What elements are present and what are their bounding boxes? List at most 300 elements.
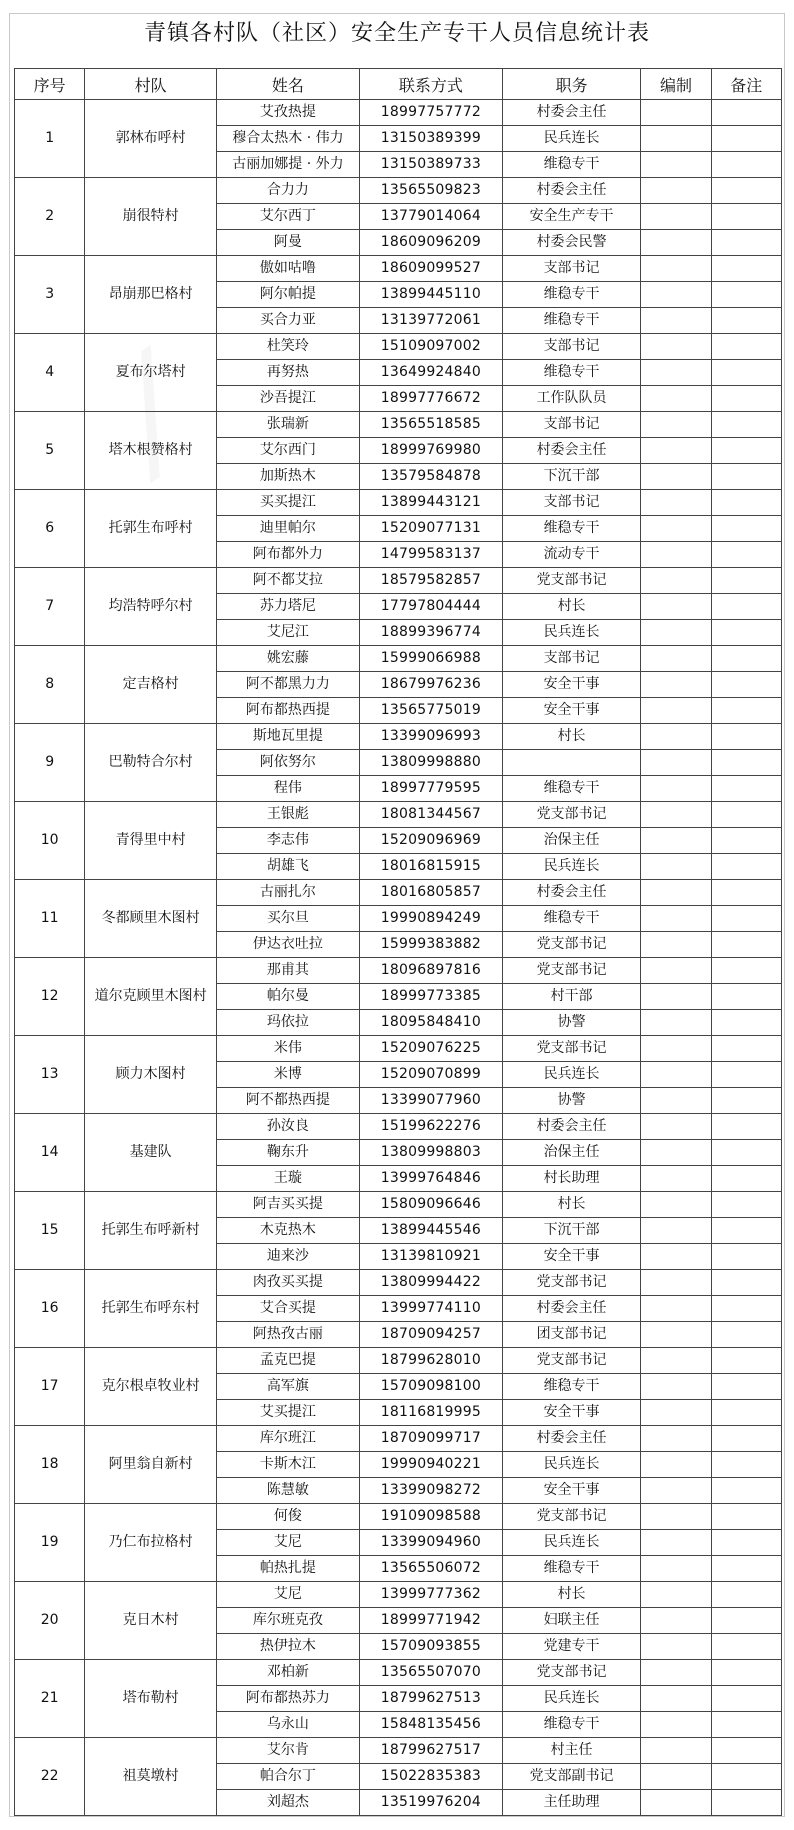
table-row (15, 1582, 782, 1608)
table-row (15, 490, 782, 516)
member-phone: 18016815915 (359, 854, 502, 880)
remarks-cell (711, 1296, 781, 1322)
table-row (15, 1738, 782, 1764)
village-name: 崩很特村 (85, 178, 217, 256)
member-phone: 15209076225 (359, 1036, 502, 1062)
remarks-cell (711, 1686, 781, 1712)
row-number: 4 (15, 334, 85, 412)
member-name: 阿布都热苏力 (216, 1686, 359, 1712)
member-name: 买买提江 (216, 490, 359, 516)
table-row (15, 1426, 782, 1452)
header-phone: 联系方式 (359, 69, 502, 100)
staffing-cell (641, 1634, 711, 1660)
remarks-cell (711, 1374, 781, 1400)
staffing-cell (641, 256, 711, 282)
remarks-cell (711, 1322, 781, 1348)
member-name: 阿布都热西提 (216, 698, 359, 724)
village-name: 塔木根赞格村 (85, 412, 217, 490)
member-role: 民兵连长 (502, 126, 640, 152)
member-role: 维稳专干 (502, 1712, 640, 1738)
remarks-cell (711, 698, 781, 724)
staffing-cell (641, 1322, 711, 1348)
staffing-cell (641, 854, 711, 880)
staffing-cell (641, 1478, 711, 1504)
member-name: 艾尔西门 (216, 438, 359, 464)
member-role: 村委会主任 (502, 438, 640, 464)
staffing-cell (641, 646, 711, 672)
remarks-cell (711, 932, 781, 958)
table-row (15, 256, 782, 282)
member-name: 杜笑玲 (216, 334, 359, 360)
remarks-cell (711, 1426, 781, 1452)
member-phone: 13399096993 (359, 724, 502, 750)
remarks-cell (711, 880, 781, 906)
staffing-cell (641, 1400, 711, 1426)
member-phone: 13139810921 (359, 1244, 502, 1270)
staffing-cell (641, 620, 711, 646)
member-role: 支部书记 (502, 490, 640, 516)
village-name: 托郭生布呼新村 (85, 1192, 217, 1270)
remarks-cell (711, 516, 781, 542)
village-name: 昂崩那巴格村 (85, 256, 217, 334)
row-number: 12 (15, 958, 85, 1036)
remarks-cell (711, 958, 781, 984)
row-number: 10 (15, 802, 85, 880)
member-role: 村长 (502, 1582, 640, 1608)
member-name: 艾尔肯 (216, 1738, 359, 1764)
village-name: 祖莫墩村 (85, 1738, 217, 1816)
table-row (15, 1348, 782, 1374)
staffing-cell (641, 984, 711, 1010)
member-phone: 13649924840 (359, 360, 502, 386)
row-number: 2 (15, 178, 85, 256)
remarks-cell (711, 1088, 781, 1114)
member-name: 乌永山 (216, 1712, 359, 1738)
staff-table (14, 68, 782, 1816)
member-name: 穆合太热木 · 伟力 (216, 126, 359, 152)
remarks-cell (711, 360, 781, 386)
remarks-cell (711, 1452, 781, 1478)
table-row (15, 646, 782, 672)
member-name: 阿不都黑力力 (216, 672, 359, 698)
member-phone: 13399077960 (359, 1088, 502, 1114)
table-row (15, 412, 782, 438)
table-row (15, 724, 782, 750)
member-name: 木克热木 (216, 1218, 359, 1244)
table-row (15, 334, 782, 360)
member-phone: 15199622276 (359, 1114, 502, 1140)
table-row (15, 568, 782, 594)
staffing-cell (641, 178, 711, 204)
member-role: 党建专干 (502, 1634, 640, 1660)
member-name: 阿不都艾拉 (216, 568, 359, 594)
staffing-cell (641, 1582, 711, 1608)
staffing-cell (641, 1374, 711, 1400)
member-phone: 17797804444 (359, 594, 502, 620)
staffing-cell (641, 490, 711, 516)
member-name: 库尔班江 (216, 1426, 359, 1452)
village-name: 基建队 (85, 1114, 217, 1192)
member-name: 沙吾提江 (216, 386, 359, 412)
staffing-cell (641, 1244, 711, 1270)
staffing-cell (641, 516, 711, 542)
remarks-cell (711, 1348, 781, 1374)
remarks-cell (711, 1192, 781, 1218)
member-phone: 13565506072 (359, 1556, 502, 1582)
member-name: 迪来沙 (216, 1244, 359, 1270)
member-role: 治保主任 (502, 828, 640, 854)
member-name: 加斯热木 (216, 464, 359, 490)
member-phone: 15709098100 (359, 1374, 502, 1400)
member-name: 买尔旦 (216, 906, 359, 932)
remarks-cell (711, 1790, 781, 1816)
member-role: 村委会主任 (502, 1296, 640, 1322)
member-name: 热伊拉木 (216, 1634, 359, 1660)
member-role: 下沉干部 (502, 464, 640, 490)
remarks-cell (711, 854, 781, 880)
member-phone: 19990940221 (359, 1452, 502, 1478)
row-number: 19 (15, 1504, 85, 1582)
member-phone: 13150389733 (359, 152, 502, 178)
member-role: 妇联主任 (502, 1608, 640, 1634)
member-phone: 13779014064 (359, 204, 502, 230)
remarks-cell (711, 334, 781, 360)
staffing-cell (641, 1192, 711, 1218)
village-name: 巴勒特合尔村 (85, 724, 217, 802)
member-phone: 13809994422 (359, 1270, 502, 1296)
staffing-cell (641, 464, 711, 490)
member-name: 艾合买提 (216, 1296, 359, 1322)
village-name: 定吉格村 (85, 646, 217, 724)
member-name: 库尔班克孜 (216, 1608, 359, 1634)
staffing-cell (641, 802, 711, 828)
member-role: 村委会主任 (502, 100, 640, 126)
staffing-cell (641, 750, 711, 776)
member-phone: 18997779595 (359, 776, 502, 802)
row-number: 15 (15, 1192, 85, 1270)
member-name: 李志伟 (216, 828, 359, 854)
member-name: 王银彪 (216, 802, 359, 828)
member-phone: 18609096209 (359, 230, 502, 256)
member-name: 那甫其 (216, 958, 359, 984)
remarks-cell (711, 1764, 781, 1790)
member-name: 帕热扎提 (216, 1556, 359, 1582)
staffing-cell (641, 698, 711, 724)
table-row (15, 880, 782, 906)
remarks-cell (711, 828, 781, 854)
member-name: 姚宏藤 (216, 646, 359, 672)
staffing-cell (641, 1764, 711, 1790)
member-name: 胡雄飞 (216, 854, 359, 880)
table-row (15, 100, 782, 126)
member-phone: 15848135456 (359, 1712, 502, 1738)
member-role: 村委会主任 (502, 880, 640, 906)
member-phone: 13899445110 (359, 282, 502, 308)
remarks-cell (711, 1530, 781, 1556)
staffing-cell (641, 776, 711, 802)
header-name: 姓名 (216, 69, 359, 100)
remarks-cell (711, 1660, 781, 1686)
member-role: 维稳专干 (502, 516, 640, 542)
member-name: 鞠东升 (216, 1140, 359, 1166)
staffing-cell (641, 386, 711, 412)
remarks-cell (711, 490, 781, 516)
member-phone: 15209077131 (359, 516, 502, 542)
staffing-cell (641, 1296, 711, 1322)
staffing-cell (641, 100, 711, 126)
staffing-cell (641, 1166, 711, 1192)
member-role: 村干部 (502, 984, 640, 1010)
member-name: 程伟 (216, 776, 359, 802)
member-phone: 19990894249 (359, 906, 502, 932)
remarks-cell (711, 1634, 781, 1660)
staffing-cell (641, 672, 711, 698)
remarks-cell (711, 1114, 781, 1140)
remarks-cell (711, 412, 781, 438)
remarks-cell (711, 152, 781, 178)
member-name: 阿曼 (216, 230, 359, 256)
remarks-cell (711, 1270, 781, 1296)
member-name: 阿吉买买提 (216, 1192, 359, 1218)
row-number: 1 (15, 100, 85, 178)
row-number: 9 (15, 724, 85, 802)
member-name: 帕合尔丁 (216, 1764, 359, 1790)
table-row (15, 178, 782, 204)
member-name: 艾尼江 (216, 620, 359, 646)
staffing-cell (641, 958, 711, 984)
member-role: 维稳专干 (502, 360, 640, 386)
remarks-cell (711, 776, 781, 802)
member-role: 村长助理 (502, 1166, 640, 1192)
remarks-cell (711, 282, 781, 308)
member-phone: 18679976236 (359, 672, 502, 698)
member-role: 党支部书记 (502, 802, 640, 828)
member-name: 再努热 (216, 360, 359, 386)
member-role: 村委会主任 (502, 1114, 640, 1140)
member-name: 刘超杰 (216, 1790, 359, 1816)
row-number: 8 (15, 646, 85, 724)
member-name: 孟克巴提 (216, 1348, 359, 1374)
member-role: 维稳专干 (502, 1374, 640, 1400)
page-title: 青镇各村队（社区）安全生产专干人员信息统计表 (143, 21, 650, 46)
member-phone: 13999774110 (359, 1296, 502, 1322)
member-phone: 15109097002 (359, 334, 502, 360)
member-role: 党支部书记 (502, 1504, 640, 1530)
table-row (15, 1036, 782, 1062)
village-name: 冬都顾里木图村 (85, 880, 217, 958)
member-name: 艾孜热提 (216, 100, 359, 126)
member-phone: 13150389399 (359, 126, 502, 152)
remarks-cell (711, 568, 781, 594)
member-name: 阿依努尔 (216, 750, 359, 776)
member-phone: 18899396774 (359, 620, 502, 646)
member-name: 米博 (216, 1062, 359, 1088)
member-role: 安全干事 (502, 1244, 640, 1270)
member-role: 维稳专干 (502, 1556, 640, 1582)
staffing-cell (641, 1036, 711, 1062)
member-phone: 15022835383 (359, 1764, 502, 1790)
village-name: 青得里中村 (85, 802, 217, 880)
remarks-cell (711, 126, 781, 152)
member-name: 斯地瓦里提 (216, 724, 359, 750)
member-name: 迪里帕尔 (216, 516, 359, 542)
staffing-cell (641, 906, 711, 932)
member-phone: 18999773385 (359, 984, 502, 1010)
remarks-cell (711, 464, 781, 490)
member-name: 艾尼 (216, 1530, 359, 1556)
table-row (15, 1660, 782, 1686)
remarks-cell (711, 1712, 781, 1738)
village-name: 克日木村 (85, 1582, 217, 1660)
table-row (15, 1114, 782, 1140)
member-name: 合力力 (216, 178, 359, 204)
remarks-cell (711, 386, 781, 412)
member-phone: 18081344567 (359, 802, 502, 828)
remarks-cell (711, 308, 781, 334)
member-role: 治保主任 (502, 1140, 640, 1166)
header-role: 职务 (502, 69, 640, 100)
table-header-row (15, 69, 782, 100)
member-name: 邓柏新 (216, 1660, 359, 1686)
staffing-cell (641, 568, 711, 594)
member-name: 艾买提江 (216, 1400, 359, 1426)
remarks-cell (711, 1582, 781, 1608)
table-body (15, 100, 782, 1816)
staffing-cell (641, 1114, 711, 1140)
member-role: 流动专干 (502, 542, 640, 568)
remarks-cell (711, 100, 781, 126)
remarks-cell (711, 672, 781, 698)
member-name: 古丽扎尔 (216, 880, 359, 906)
member-phone: 13809998880 (359, 750, 502, 776)
member-name: 伊达衣吐拉 (216, 932, 359, 958)
member-name: 艾尼 (216, 1582, 359, 1608)
remarks-cell (711, 1738, 781, 1764)
row-number: 3 (15, 256, 85, 334)
staffing-cell (641, 1140, 711, 1166)
staffing-cell (641, 412, 711, 438)
remarks-cell (711, 802, 781, 828)
row-number: 17 (15, 1348, 85, 1426)
staffing-cell (641, 542, 711, 568)
remarks-cell (711, 750, 781, 776)
member-role: 党支部书记 (502, 1270, 640, 1296)
village-name: 塔布勒村 (85, 1660, 217, 1738)
row-number: 18 (15, 1426, 85, 1504)
member-role: 村长 (502, 594, 640, 620)
row-number: 11 (15, 880, 85, 958)
village-name: 托郭生布呼村 (85, 490, 217, 568)
remarks-cell (711, 1504, 781, 1530)
member-name: 陈慧敏 (216, 1478, 359, 1504)
member-name: 卡斯木江 (216, 1452, 359, 1478)
staffing-cell (641, 126, 711, 152)
village-name: 道尔克顾里木图村 (85, 958, 217, 1036)
member-phone: 18016805857 (359, 880, 502, 906)
remarks-cell (711, 620, 781, 646)
member-phone: 18709099717 (359, 1426, 502, 1452)
member-role: 党支部书记 (502, 932, 640, 958)
member-phone: 15809096646 (359, 1192, 502, 1218)
header-staffing: 编制 (641, 69, 711, 100)
member-phone: 15709093855 (359, 1634, 502, 1660)
member-name: 阿不都热西提 (216, 1088, 359, 1114)
remarks-cell (711, 1400, 781, 1426)
member-phone: 15999383882 (359, 932, 502, 958)
remarks-cell (711, 724, 781, 750)
remarks-cell (711, 906, 781, 932)
staffing-cell (641, 1504, 711, 1530)
member-role: 维稳专干 (502, 308, 640, 334)
member-name: 傲如咕噜 (216, 256, 359, 282)
member-phone: 13399098272 (359, 1478, 502, 1504)
table-row (15, 1270, 782, 1296)
member-role: 村委会主任 (502, 1426, 640, 1452)
staffing-cell (641, 828, 711, 854)
member-role: 村委会民警 (502, 230, 640, 256)
member-name: 阿尔帕提 (216, 282, 359, 308)
member-phone: 15209070899 (359, 1062, 502, 1088)
row-number: 16 (15, 1270, 85, 1348)
staffing-cell (641, 1686, 711, 1712)
member-role: 维稳专干 (502, 282, 640, 308)
staffing-cell (641, 1348, 711, 1374)
member-phone: 15209096969 (359, 828, 502, 854)
remarks-cell (711, 1010, 781, 1036)
member-role: 民兵连长 (502, 1530, 640, 1556)
member-role: 安全生产专干 (502, 204, 640, 230)
member-phone: 13139772061 (359, 308, 502, 334)
member-name: 孙汝良 (216, 1114, 359, 1140)
member-role: 民兵连长 (502, 620, 640, 646)
member-phone: 14799583137 (359, 542, 502, 568)
member-phone: 13579584878 (359, 464, 502, 490)
staffing-cell (641, 334, 711, 360)
member-name: 苏力塔尼 (216, 594, 359, 620)
member-name: 米伟 (216, 1036, 359, 1062)
member-name: 肉孜买买提 (216, 1270, 359, 1296)
remarks-cell (711, 1556, 781, 1582)
village-name: 均浩特呼尔村 (85, 568, 217, 646)
member-role: 协警 (502, 1010, 640, 1036)
remarks-cell (711, 646, 781, 672)
member-name: 艾尔西丁 (216, 204, 359, 230)
member-name: 王璇 (216, 1166, 359, 1192)
member-phone: 13899443121 (359, 490, 502, 516)
remarks-cell (711, 256, 781, 282)
row-number: 5 (15, 412, 85, 490)
member-role: 村委会主任 (502, 178, 640, 204)
row-number: 13 (15, 1036, 85, 1114)
member-role: 维稳专干 (502, 152, 640, 178)
member-role: 下沉干部 (502, 1218, 640, 1244)
staffing-cell (641, 438, 711, 464)
member-role: 村长 (502, 1192, 640, 1218)
staffing-cell (641, 230, 711, 256)
member-name: 古丽加娜提 · 外力 (216, 152, 359, 178)
member-role: 协警 (502, 1088, 640, 1114)
remarks-cell (711, 542, 781, 568)
row-number: 7 (15, 568, 85, 646)
staffing-cell (641, 724, 711, 750)
row-number: 6 (15, 490, 85, 568)
member-phone: 13999764846 (359, 1166, 502, 1192)
staffing-cell (641, 308, 711, 334)
member-phone: 13399094960 (359, 1530, 502, 1556)
staffing-cell (641, 1790, 711, 1816)
member-phone: 13565518585 (359, 412, 502, 438)
header-no: 序号 (15, 69, 85, 100)
